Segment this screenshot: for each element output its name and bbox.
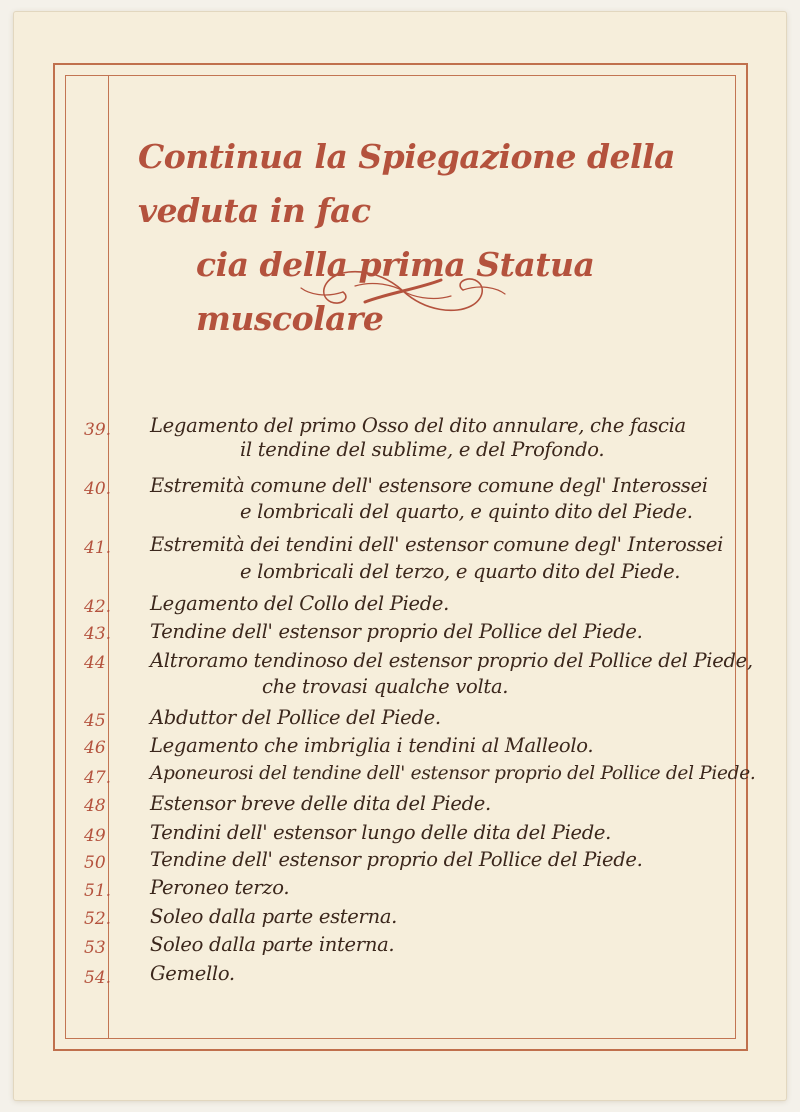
list-item-43 [0,618,800,648]
list-item-52 [0,903,800,933]
list-item-44 [0,647,800,677]
item-number: 46 [84,738,106,758]
item-number: 44 [84,653,106,673]
title-line-2: cia della prima Statua muscolare [196,245,595,338]
list-item-41 [0,531,800,561]
list-item-50 [0,846,800,876]
item-text: Tendine dell' estensor proprio del Pollice del Piede. [150,620,643,643]
item-number: 40. [84,479,112,499]
item-number: 53 [84,938,106,958]
item-text: Abduttor del Pollice del Piede. [150,706,441,729]
list-item-47 [0,761,800,791]
item-number: 51. [84,881,112,901]
item-number: 50 [84,853,106,873]
list-item-44-cont [0,675,800,705]
title-line-1: Continua la Spiegazione della veduta in fac [138,137,675,230]
list-item-51 [0,874,800,904]
item-text: Estremità dei tendini dell' estensor comune degl' Interossei [150,533,724,556]
item-text: Estensor breve delle dita del Piede. [150,792,491,815]
item-text: Altroramo tendinoso del estensor proprio del Pollice del Piede, [150,649,753,672]
item-text: Gemello. [150,962,235,985]
list-item-45 [0,704,800,734]
item-number: 49 [84,826,106,846]
list-item-48 [0,790,800,820]
list-item-54 [0,960,800,990]
item-text-continued: e lombricali del quarto, e quinto dito del Piede. [240,500,693,523]
item-text: Soleo dalla parte interna. [150,933,395,956]
list-item-39-cont [0,438,800,468]
item-text: Tendine dell' estensor proprio del Pollice del Piede. [150,848,643,871]
item-text-continued: che trovasi qualche volta. [262,675,509,698]
item-text: Legamento che imbriglia i tendini al Malleolo. [150,734,594,757]
list-item-53 [0,931,800,961]
item-number: 45 [84,711,106,731]
list-item-49 [0,819,800,849]
item-number: 48 [84,796,106,816]
item-text: Peroneo terzo. [150,876,290,899]
list-item-42 [0,590,800,620]
ornamental-flourish [295,264,511,318]
item-number: 43. [84,624,112,644]
item-number: 52. [84,909,112,929]
item-text: Legamento del Collo del Piede. [150,592,450,615]
item-text-continued: e lombricali del terzo, e quarto dito del Piede. [240,560,681,583]
list-item-41-cont [0,560,800,590]
item-text: Legamento del primo Osso del dito annulare, che fascia [150,414,686,437]
item-text: Soleo dalla parte esterna. [150,905,398,928]
list-item-40-cont [0,500,800,530]
item-text: Tendini dell' estensor lungo delle dita del Piede. [150,821,612,844]
item-text: Estremità comune dell' estensore comune degl' Interossei [150,474,708,497]
item-number: 54. [84,968,112,988]
item-number: 41. [84,538,112,558]
item-number: 39. [84,420,112,440]
item-text: Aponeurosi del tendine dell' estensor proprio del Pollice del Piede. [150,763,756,784]
list-item-40 [0,472,800,502]
item-number: 47. [84,768,112,788]
list-item-46 [0,732,800,762]
item-text-continued: il tendine del sublime, e del Profondo. [240,438,605,461]
item-number: 42. [84,597,112,617]
